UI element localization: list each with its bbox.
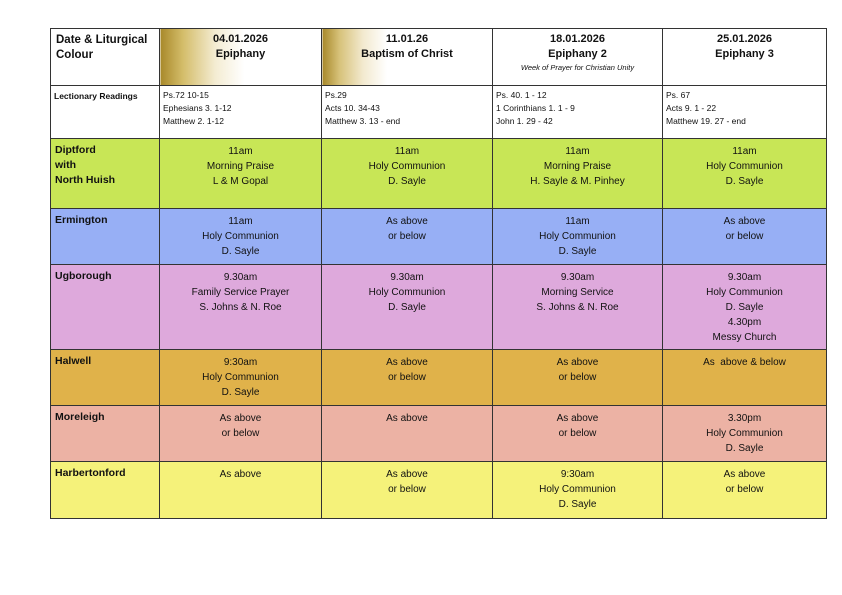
week-name: Epiphany: [215, 48, 266, 60]
service-line: or below: [725, 484, 764, 495]
service-line: As above: [386, 216, 428, 227]
service-line: or below: [388, 372, 426, 383]
service-line: Messy Church: [712, 332, 777, 343]
service-line: 11am: [394, 146, 420, 157]
service-line: As above: [723, 469, 766, 480]
service-line: 11am: [732, 146, 757, 157]
service-line: Holy Communion: [539, 231, 616, 242]
service-cell: [322, 209, 493, 265]
service-line: D. Sayle: [558, 246, 597, 257]
week-header-1: [160, 29, 322, 86]
service-line: As above: [219, 469, 262, 480]
reading: John 1. 29 - 42: [496, 116, 553, 126]
parish-row-ugborough: [51, 265, 827, 350]
service-line: As above: [386, 413, 428, 424]
header-label: Date & Liturgical Colour: [51, 29, 160, 86]
service-line: or below: [725, 231, 764, 242]
parish-name: [51, 350, 160, 406]
service-cell: [160, 406, 322, 462]
reading: Acts 9. 1 - 22: [666, 103, 717, 113]
service-line: As above: [386, 469, 428, 480]
parish-name-line: Halwell: [55, 355, 92, 367]
reading: Matthew 3. 13 - end: [325, 116, 401, 126]
service-line: D. Sayle: [725, 176, 764, 187]
service-line: D. Sayle: [388, 176, 426, 187]
week-name: Baptism of Christ: [361, 48, 453, 60]
service-line: 9.30am: [390, 272, 424, 283]
parish-row-harbertonford: [51, 462, 827, 519]
service-line: As above: [556, 357, 599, 368]
parish-row-ermington: [51, 209, 827, 265]
service-line: As above: [723, 216, 766, 227]
service-line: As above: [386, 357, 428, 368]
service-line: 9:30am: [560, 469, 595, 480]
week-date: 11.01.26: [385, 33, 429, 45]
service-line: Morning Service: [541, 287, 614, 298]
service-line: 9.30am: [727, 272, 762, 283]
readings-cell: [663, 86, 827, 139]
service-line: L & M Gopal: [212, 176, 269, 187]
service-line: D. Sayle: [725, 443, 764, 454]
service-rota-table: [50, 28, 827, 519]
parish-name-line: with: [55, 159, 76, 171]
service-line: D. Sayle: [221, 246, 260, 257]
service-cell: [322, 350, 493, 406]
reading: Ps. 40. 1 - 12: [496, 90, 547, 100]
service-line: or below: [388, 231, 426, 242]
service-line: or below: [388, 484, 426, 495]
week-header-2: [322, 29, 493, 86]
parish-name: [51, 209, 160, 265]
parish-row-diptford: [51, 139, 827, 209]
service-cell: [663, 265, 827, 350]
service-line: D. Sayle: [388, 302, 426, 313]
week-name: Epiphany 3: [715, 48, 774, 60]
parish-name: [51, 265, 160, 350]
reading: Ps.29: [325, 90, 347, 100]
service-cell: [493, 265, 663, 350]
week-header-4: [663, 29, 827, 86]
service-cell: [322, 406, 493, 462]
service-line: Holy Communion: [539, 484, 616, 495]
parish-row-halwell: [51, 350, 827, 406]
reading: Ps. 67: [666, 90, 691, 100]
parish-name: [51, 462, 160, 519]
service-line: S. Johns & N. Roe: [199, 302, 282, 313]
service-cell: [160, 350, 322, 406]
reading: Matthew 19. 27 - end: [666, 116, 746, 126]
header-row: [51, 29, 827, 86]
reading: 1 Corinthians 1. 1 - 9: [496, 103, 575, 113]
readings-cell: [322, 86, 493, 139]
week-date: 18.01.2026: [549, 33, 606, 45]
lectionary-row: [51, 86, 827, 139]
week-date: 04.01.2026: [212, 33, 269, 45]
week-name: Epiphany 2: [548, 48, 607, 60]
service-cell: [160, 462, 322, 519]
service-cell: [663, 406, 827, 462]
service-cell: [322, 462, 493, 519]
service-cell: [160, 139, 322, 209]
service-cell: [663, 209, 827, 265]
service-line: 11am: [565, 146, 590, 157]
service-line: Holy Communion: [202, 372, 279, 383]
service-cell: [663, 139, 827, 209]
service-line: H. Sayle & M. Pinhey: [530, 176, 625, 187]
service-line: S. Johns & N. Roe: [536, 302, 619, 313]
readings-cell: [160, 86, 322, 139]
service-line: Holy Communion: [202, 231, 279, 242]
service-line: Holy Communion: [706, 428, 783, 439]
service-line: Morning Praise: [543, 161, 612, 172]
parish-name: [51, 139, 160, 209]
service-cell: [322, 265, 493, 350]
service-line: 9:30am: [223, 357, 258, 368]
service-line: 4.30pm: [727, 317, 762, 328]
service-line: D. Sayle: [221, 387, 260, 398]
service-cell: [663, 350, 827, 406]
service-cell: [493, 406, 663, 462]
lectionary-label: Lectionary Readings: [51, 86, 160, 139]
service-line: Holy Communion: [368, 287, 446, 298]
service-line: D. Sayle: [558, 499, 597, 510]
reading: Matthew 2. 1-12: [163, 116, 224, 126]
service-line: As above: [556, 413, 599, 424]
week-note: Week of Prayer for Christian Unity: [520, 63, 635, 72]
service-line: As above & below: [703, 357, 786, 368]
service-cell: [663, 462, 827, 519]
parish-name-line: Ermington: [55, 214, 108, 226]
service-cell: [493, 139, 663, 209]
week-header-3: [493, 29, 663, 86]
service-cell: [493, 209, 663, 265]
service-line: or below: [558, 428, 597, 439]
service-cell: [160, 265, 322, 350]
service-line: 11am: [565, 216, 590, 227]
parish-name-line: Moreleigh: [55, 411, 105, 423]
service-line: Holy Communion: [706, 161, 783, 172]
readings-cell: [493, 86, 663, 139]
service-line: D. Sayle: [725, 302, 764, 313]
service-line: Holy Communion: [368, 161, 446, 172]
service-line: Morning Praise: [206, 161, 275, 172]
service-cell: [160, 209, 322, 265]
service-line: 9.30am: [560, 272, 595, 283]
service-cell: [493, 350, 663, 406]
parish-row-moreleigh: [51, 406, 827, 462]
service-cell: [493, 462, 663, 519]
reading: Acts 10. 34-43: [325, 103, 380, 113]
service-line: or below: [221, 428, 260, 439]
service-line: 11am: [228, 146, 253, 157]
parish-name-line: Diptford: [55, 144, 96, 156]
service-line: Holy Communion: [706, 287, 783, 298]
service-line: 9.30am: [223, 272, 258, 283]
service-line: As above: [219, 413, 262, 424]
service-line: or below: [558, 372, 597, 383]
reading: Ps.72 10-15: [163, 90, 209, 100]
week-date: 25.01.2026: [716, 33, 773, 45]
service-line: 11am: [228, 216, 253, 227]
service-line: Family Service Prayer: [191, 287, 290, 298]
parish-name-line: North Huish: [55, 174, 116, 186]
service-line: 3.30pm: [727, 413, 762, 424]
parish-name: [51, 406, 160, 462]
parish-name-line: Ugborough: [55, 270, 112, 282]
parish-name-line: Harbertonford: [55, 467, 126, 479]
service-cell: [322, 139, 493, 209]
reading: Ephesians 3. 1-12: [163, 103, 232, 113]
